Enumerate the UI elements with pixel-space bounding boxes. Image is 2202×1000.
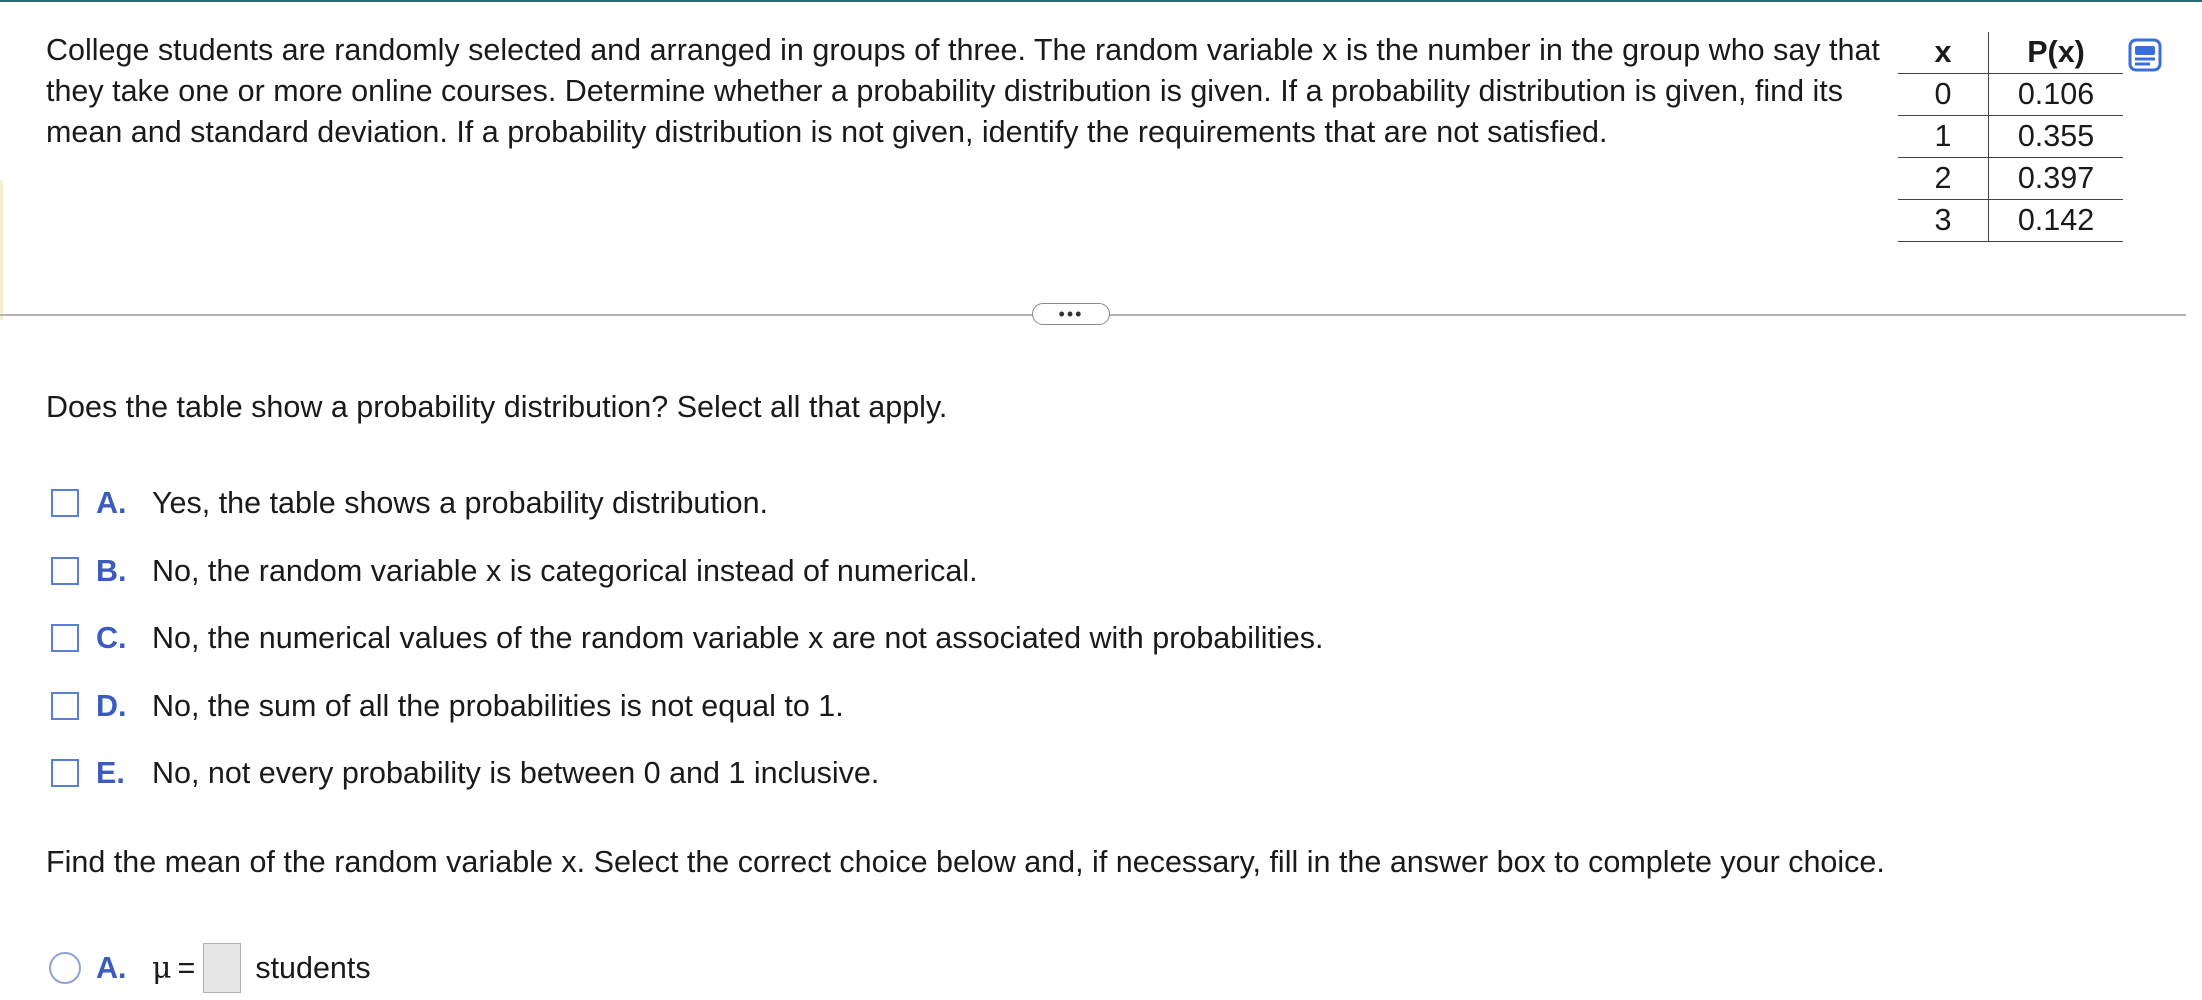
expand-more-button[interactable]: ••• (1032, 303, 1110, 325)
table-row (1898, 200, 2123, 242)
top-rule (0, 0, 2202, 2)
option-text: No, the sum of all the probabilities is not equal to 1. (152, 688, 844, 723)
option-letter: E. (96, 755, 125, 790)
checkbox-d[interactable] (51, 692, 79, 720)
equals-sign: = (177, 950, 196, 985)
table-cell-px: 0.397 (1989, 158, 2124, 200)
mean-option-a[interactable] (49, 940, 371, 996)
table-row (1898, 116, 2123, 158)
option-a[interactable] (51, 483, 768, 523)
table-header-x: x (1898, 32, 1989, 74)
option-e[interactable] (51, 753, 879, 793)
probability-table (1898, 32, 2123, 242)
table-cell-px: 0.106 (1989, 74, 2124, 116)
table-copy-icon[interactable] (2128, 38, 2162, 72)
option-letter: A. (96, 950, 127, 985)
question-1-prompt: Does the table show a probability distribution? Select all that apply. (46, 390, 948, 424)
option-letter: C. (96, 620, 127, 655)
option-letter: D. (96, 688, 127, 723)
option-text: Yes, the table shows a probability distribution. (152, 485, 769, 520)
table-cell-px: 0.142 (1989, 200, 2124, 242)
option-text: No, not every probability is between 0 and 1 inclusive. (152, 755, 880, 790)
table-row (1898, 74, 2123, 116)
mu-symbol: μ (152, 950, 172, 986)
option-text: No, the random variable x is categorical instead of numerical. (152, 553, 978, 588)
mean-answer-input[interactable] (203, 943, 241, 993)
option-letter: A. (96, 485, 127, 520)
checkbox-b[interactable] (51, 557, 79, 585)
checkbox-c[interactable] (51, 624, 79, 652)
option-b[interactable] (51, 551, 978, 591)
option-d[interactable] (51, 686, 844, 726)
left-accent-bar (0, 180, 3, 320)
table-row (1898, 158, 2123, 200)
table-cell-x: 1 (1898, 116, 1989, 158)
question-2-prompt: Find the mean of the random variable x. Select the correct choice below and, if necessary, fill in the answer box to complete your choice. (46, 845, 1885, 879)
unit-label: students (255, 950, 371, 985)
table-cell-x: 3 (1898, 200, 1989, 242)
table-header-px: P(x) (1989, 32, 2124, 74)
radio-a[interactable] (49, 952, 81, 984)
table-cell-px: 0.355 (1989, 116, 2124, 158)
option-text: No, the numerical values of the random variable x are not associated with probabilities. (152, 620, 1324, 655)
problem-statement: College students are randomly selected and arranged in groups of three. The random variable x is the number in the group who say that they take one or more online courses. Determine whether a probability distribution is given. If a probability distribution is given, find its mean and standard deviation. If a probability distribution is not given, identify the requirements that are not satisfied. (46, 33, 1880, 149)
checkbox-e[interactable] (51, 759, 79, 787)
checkbox-a[interactable] (51, 489, 79, 517)
option-letter: B. (96, 553, 127, 588)
option-c[interactable] (51, 618, 1323, 658)
table-cell-x: 0 (1898, 74, 1989, 116)
table-cell-x: 2 (1898, 158, 1989, 200)
